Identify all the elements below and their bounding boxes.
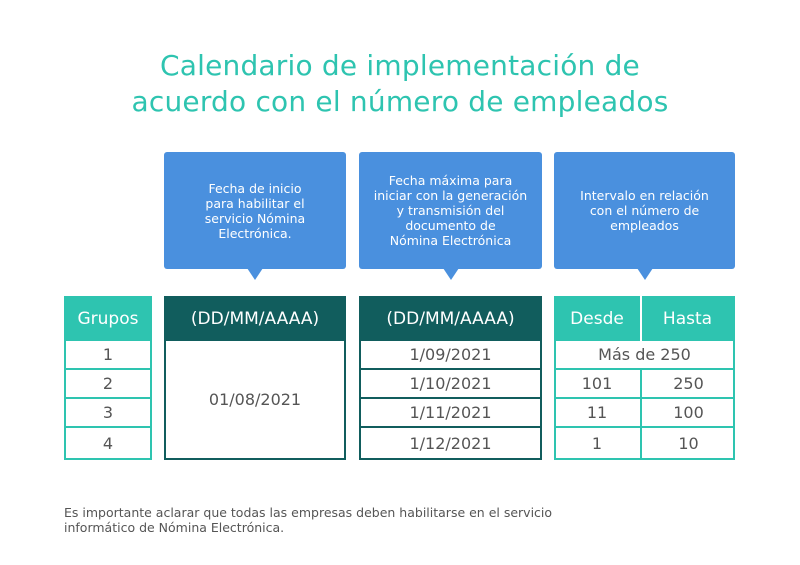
- fecha-maxima-cell: 1/10/2021: [409, 374, 492, 393]
- grupo-cell: 1: [102, 345, 114, 364]
- callout-intervalo: [554, 152, 735, 269]
- footnote: Es importante aclarar que todas las empresas deben habilitarse en el servicio informático de Nómina Electrónica.: [64, 505, 553, 535]
- grupo-cell: 3: [102, 403, 114, 422]
- fecha-inicio-header: (DD/MM/AAAA): [164, 296, 346, 341]
- callout-fecha-maxima-text: Fecha máxima para iniciar con la generación y transmisión del documento de Nómina Electrónica: [373, 173, 528, 248]
- fecha-maxima-cell: 1/12/2021: [409, 433, 492, 453]
- fecha-inicio-value: 01/08/2021: [208, 390, 302, 409]
- grupo-cell: 4: [102, 433, 114, 453]
- hasta-cell: 10: [678, 433, 699, 453]
- intervalo-header: [554, 296, 735, 341]
- page-title: [0, 48, 800, 120]
- title-line-2: acuerdo con el número de empleados: [131, 85, 669, 118]
- callout-intervalo-text: Intervalo en relación con el número de empleados: [580, 188, 709, 233]
- grupos-header: Grupos: [64, 296, 152, 341]
- desde-cell: 1: [591, 433, 603, 453]
- callout-fecha-inicio: [164, 152, 346, 269]
- intervalo-mas-de-250: Más de 250: [598, 345, 691, 364]
- grupo-cell: 2: [102, 374, 114, 393]
- callout-fecha-maxima: [359, 152, 542, 269]
- desde-header: Desde: [570, 308, 624, 329]
- callout-fecha-inicio-text: Fecha de inicio para habilitar el servicio Nómina Electrónica.: [204, 180, 306, 241]
- title-line-1: Calendario de implementación de: [160, 49, 640, 82]
- desde-cell: 101: [581, 374, 613, 393]
- hasta-header: Hasta: [662, 308, 713, 329]
- intervalo-header-separator: [640, 296, 642, 341]
- fecha-maxima-cell: 1/11/2021: [409, 403, 492, 422]
- hasta-cell: 100: [673, 403, 704, 422]
- fecha-maxima-cell: 1/09/2021: [409, 345, 492, 364]
- hasta-cell: 250: [673, 374, 704, 393]
- desde-cell: 11: [586, 403, 608, 422]
- fecha-maxima-header: (DD/MM/AAAA): [359, 296, 542, 341]
